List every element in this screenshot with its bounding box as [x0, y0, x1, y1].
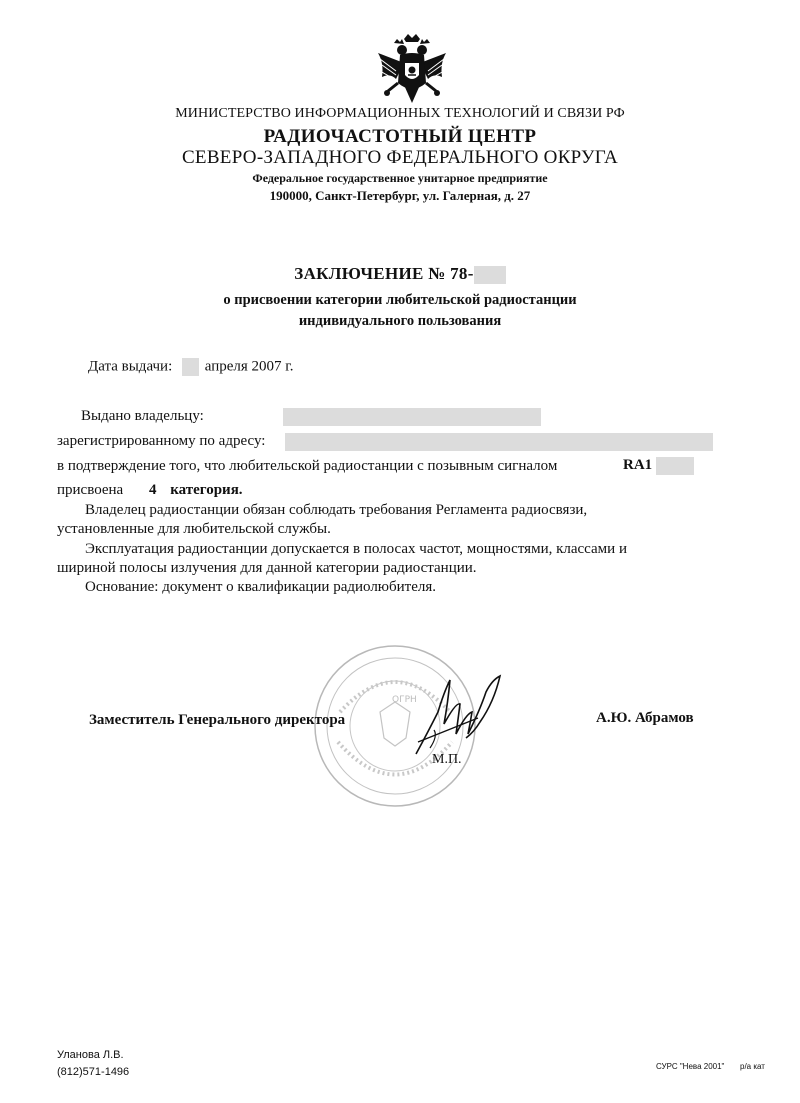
category-line: [57, 482, 243, 499]
radio-center-name: РАДИОЧАСТОТНЫЙ ЦЕНТР: [263, 126, 537, 147]
organization-address: 190000, Санкт-Петербург, ул. Галерная, д. 27: [269, 188, 531, 203]
issue-date-month-year: апреля 2007 г.: [204, 358, 294, 375]
owner-label: Выдано владельцу:: [81, 408, 204, 424]
document-title-text: ЗАКЛЮЧЕНИЕ № 78-: [294, 264, 474, 283]
issue-date-label: Дата выдачи:: [88, 358, 173, 375]
signatory-name: А.Ю. Абрамов: [596, 710, 694, 726]
enterprise-type: Федеральное государственное унитарное предприятие: [252, 171, 548, 185]
document-subtitle-2: индивидуального пользования: [298, 313, 502, 329]
operation-paragraph-line1: Эксплуатация радиостанции допускается в полосах частот, мощностями, классами и: [85, 541, 627, 557]
category-word: категория.: [170, 482, 243, 498]
redacted-callsign-suffix: [656, 457, 694, 475]
document-subtitle-1: о присвоении категории любительской радиостанции: [223, 292, 577, 308]
category-number: 4: [148, 482, 157, 498]
issue-date-line: [88, 358, 294, 376]
handwritten-signature: [408, 672, 508, 762]
district-name: СЕВЕРО-ЗАПАДНОГО ФЕДЕРАЛЬНОГО ОКРУГА: [181, 147, 619, 168]
seal-ogrn-text: ОГРН: [392, 695, 417, 705]
callsign-statement: в подтверждение того, что любительской радиостанции с позывным сигналом: [57, 458, 558, 474]
system-name: СУРС "Нева 2001": [656, 1062, 725, 1071]
obligation-paragraph-line1: Владелец радиостанции обязан соблюдать требования Регламента радиосвязи,: [85, 502, 588, 518]
coat-of-arms-emblem: [374, 33, 450, 107]
assigned-label: присвоена: [57, 482, 124, 498]
redacted-day: [182, 358, 199, 376]
address-label: зарегистрированному по адресу:: [57, 433, 266, 449]
executor-phone: (812)571-1496: [57, 1066, 130, 1078]
operation-paragraph-line2: шириной полосы излучения для данной категории радиостанции.: [57, 560, 477, 576]
document-code: р/а кат: [740, 1062, 765, 1071]
basis-line: Основание: документ о квалификации радиолюбителя.: [85, 579, 437, 595]
ministry-name: МИНИСТЕРСТВО ИНФОРМАЦИОННЫХ ТЕХНОЛОГИЙ И СВЯЗИ РФ: [175, 106, 625, 121]
document-title: [0, 264, 800, 284]
redacted-number: [474, 266, 506, 284]
signatory-position: Заместитель Генерального директора: [89, 712, 346, 728]
redacted-owner-name: [283, 408, 541, 426]
obligation-paragraph-line2: установленные для любительской службы.: [57, 521, 331, 537]
redacted-owner-address: [285, 433, 713, 451]
callsign-prefix: RA1: [623, 457, 653, 473]
executor-name: Уланова Л.В.: [57, 1049, 124, 1061]
stamp-place-label: М.П.: [432, 752, 462, 767]
